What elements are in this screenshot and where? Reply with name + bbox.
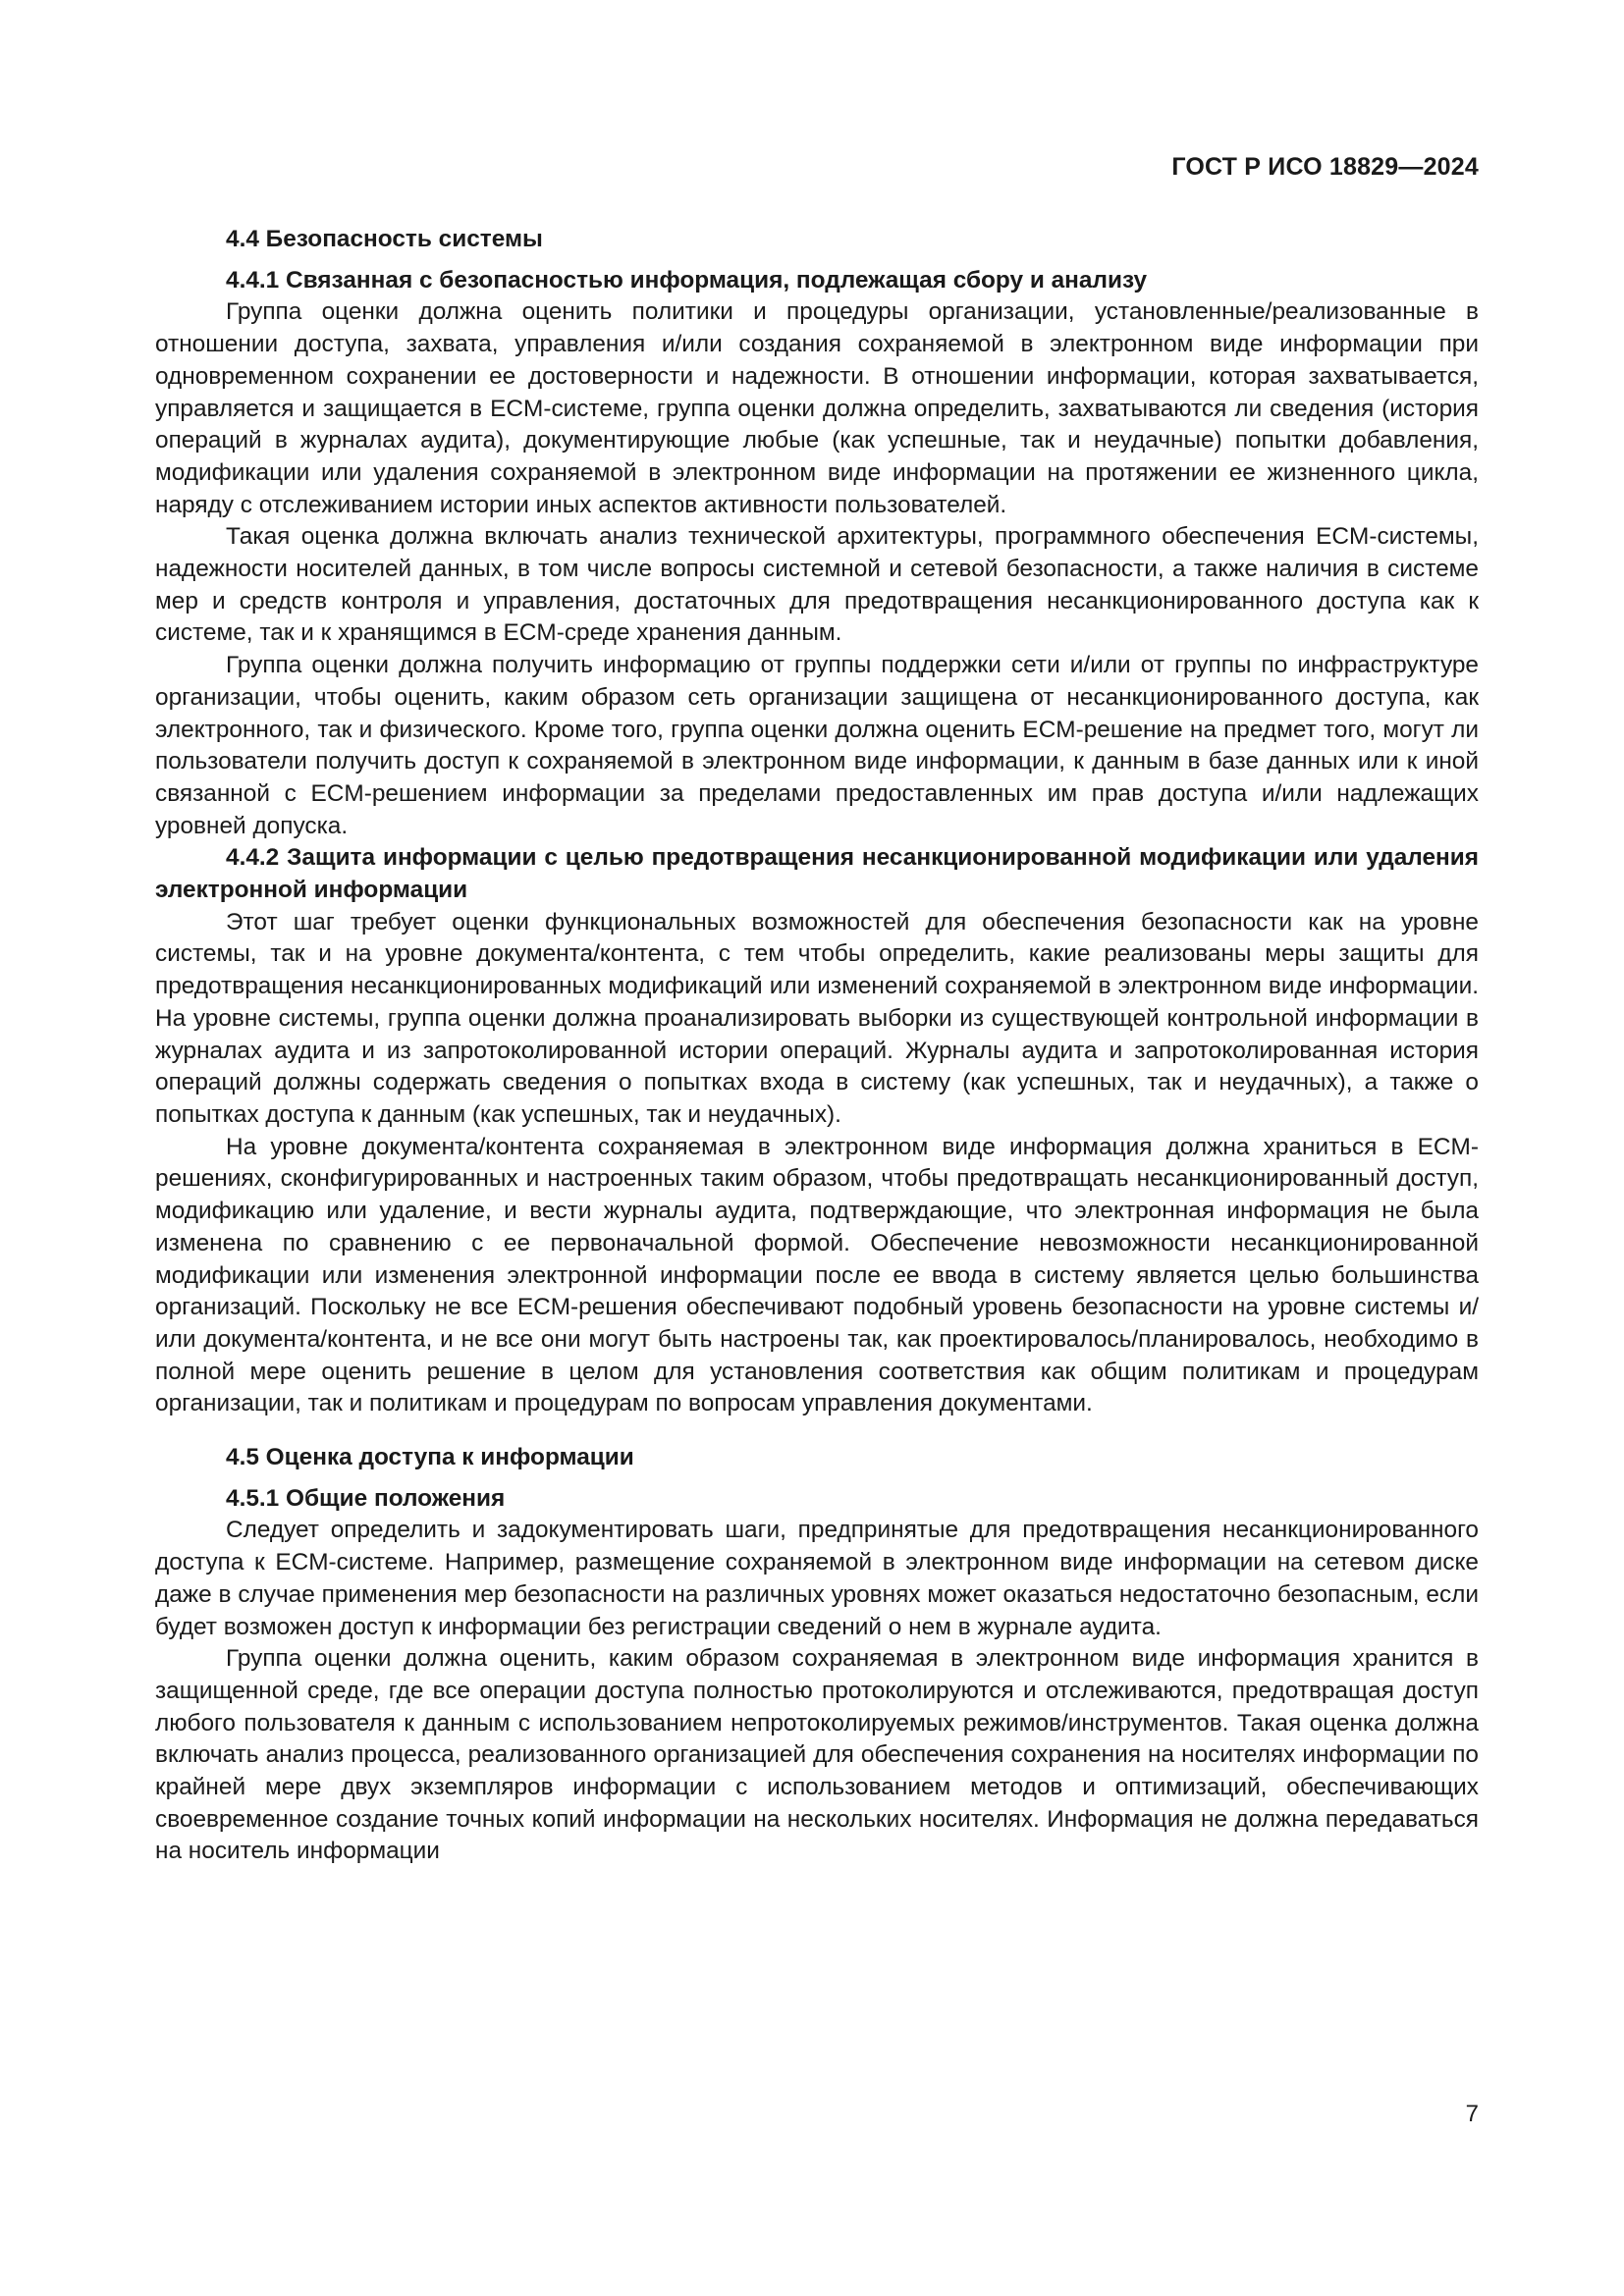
subsection-heading-4-4-2: 4.4.2 Защита информации с целью предотвращения несанкционированной модификации или удаления электронной информации: [155, 844, 1479, 904]
document-body: [155, 224, 1479, 1868]
paragraph: Следует определить и задокументировать шаги, предпринятые для предотвращения несанкционированного доступа к ECM-системе. Например, размещение сохраняемой в электронном виде информации на сетевом диске даже в случае применения мер безопасности на различных уровнях может оказаться недостаточно безопасным, если будет возможен доступ к информации без регистрации сведений о нем в журнале аудита.: [155, 1517, 1479, 1640]
paragraph: Группа оценки должна оценить политики и процедуры организации, установленные/реализованные в отношении доступа, захвата, управления и/или создания сохраняемой в электронном виде информации при одновременном сохранении ее достоверности и надежности. В отношении информации, которая захватывается, управляется и защищается в ECM-системе, группа оценки должна определить, захватываются ли сведения (история операций в журналах аудита), документирующие любые (как успешные, так и неудачные) попытки добавления, модификации или удаления сохраняемой в электронном виде информации на протяжении ее жизненного цикла, наряду с отслеживанием истории иных аспектов активности пользователей.: [155, 298, 1479, 518]
document-code: ГОСТ Р ИСО 18829—2024: [1171, 153, 1479, 181]
page-number: 7: [1465, 2101, 1479, 2127]
paragraph: Группа оценки должна оценить, каким образом сохраняемая в электронном виде информация хранится в защищенной среде, где все операции доступа полностью протоколируются и отслеживаются, предотвращая доступ любого пользователя к данным с использованием непротоколируемых режимов/инструментов. Такая оценка должна включать анализ процесса, реализованного организацией для обеспечения сохранения на носителях информации по крайней мере двух экземпляров информации с использованием методов и оптимизаций, обеспечивающих своевременное создание точных копий информации на нескольких носителях. Информация не должна передаваться на носитель информации: [155, 1645, 1479, 1865]
subsection-heading-4-5-1: 4.5.1 Общие положения: [226, 1484, 506, 1512]
subsection-heading-4-4-1: 4.4.1 Связанная с безопасностью информация, подлежащая сбору и анализу: [226, 266, 1148, 294]
section-heading-4-4: 4.4 Безопасность системы: [226, 226, 543, 252]
paragraph: Этот шаг требует оценки функциональных возможностей для обеспечения безопасности как на уровне системы, так и на уровне документа/контента, с тем чтобы определить, какие реализованы меры защиты для предотвращения несанкционированных модификаций или изменений сохраняемой в электронном виде информации. На уровне системы, группа оценки должна проанализировать выборки из существующей контрольной информации в журналах аудита и из запротоколированной истории операций. Журналы аудита и запротоколированная история операций должны содержать сведения о попытках входа в систему (как успешных, так и неудачных), а также о попытках доступа к данным (как успешных, так и неудачных).: [155, 908, 1479, 1128]
paragraph: Группа оценки должна получить информацию от группы поддержки сети и/или от группы по инфраструктуре организации, чтобы оценить, каким образом сеть организации защищена от несанкционированного доступа, как электронного, так и физического. Кроме того, группа оценки должна оценить ECM-решение на предмет того, могут ли пользователи получить доступ к сохраняемой в электронном виде информации, к данным в базе данных или к иной связанной с ECM-решением информации за пределами предоставленных им прав доступа и/или надлежащих уровней допуска.: [155, 652, 1479, 839]
section-heading-4-5: 4.5 Оценка доступа к информации: [226, 1444, 634, 1471]
paragraph: Такая оценка должна включать анализ технической архитектуры, программного обеспечения ECM-системы, надежности носителей данных, в том числе вопросы системной и сетевой безопасности, а также наличия в системе мер и средств контроля и управления, достаточных для предотвращения несанкционированного доступа как к системе, так и к хранящимся в ECM-среде хранения данным.: [155, 523, 1479, 647]
paragraph: На уровне документа/контента сохраняемая в электронном виде информация должна храниться в ECM-решениях, сконфигурированных и настроенных таким образом, чтобы предотвращать несанкционированный доступ, модификацию или удаление, и вести журналы аудита, подтверждающие, что электронная информация не была изменена по сравнению с ее первоначальной формой. Обеспечение невозможности несанкционированной модификации или изменения электронной информации после ее ввода в систему является целью большинства организаций. Поскольку не все ECM-решения обеспечивают подобный уровень безопасности на уровне системы и/или документа/контента, и не все они могут быть настроены так, как проектировалось/планировалось, необходимо в полной мере оценить решение в целом для установления соответствия как общим политикам и процедурам организации, так и политикам и процедурам по вопросам управления документами.: [155, 1133, 1479, 1417]
